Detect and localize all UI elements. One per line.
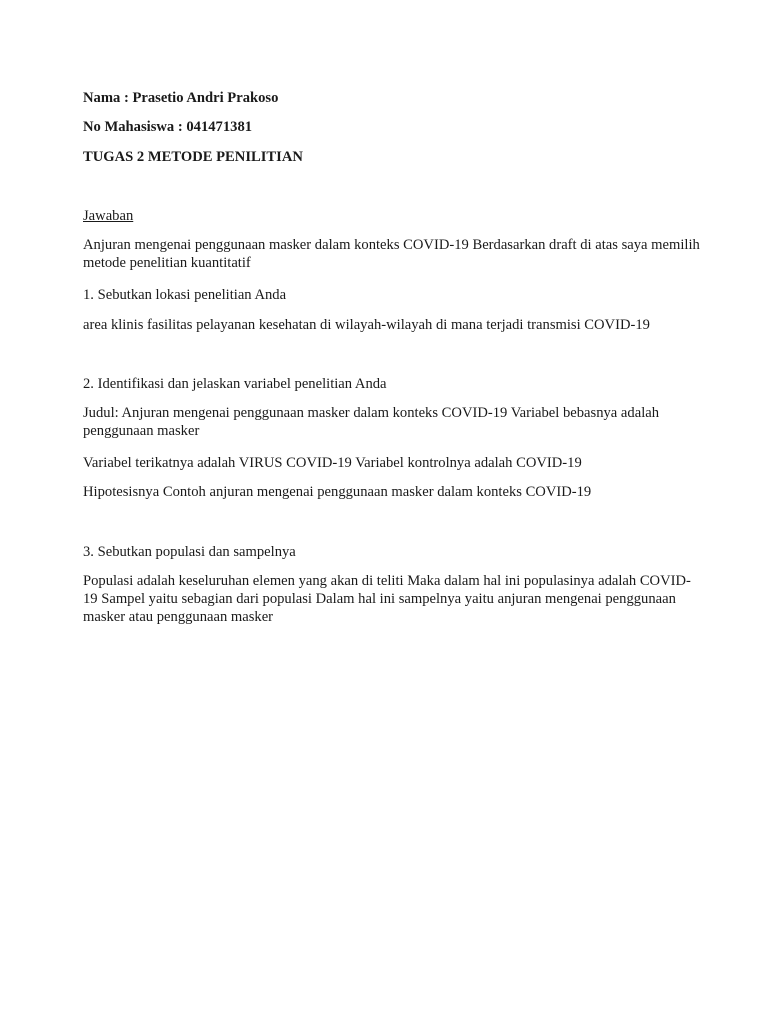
answer-3: Populasi adalah keseluruhan elemen yang akan di teliti Maka dalam hal ini populasinya adalah COVID-19 Sampel yaitu sebagian dari populasi Dalam hal ini sampelnya yaitu anjuran mengenai penggunaan masker atau penggunaan masker bbox=[83, 573, 691, 625]
intro-paragraph: Anjuran mengenai penggunaan masker dalam konteks COVID-19 Berdasarkan draft di atas saya memilih metode penelitian kuantitatif bbox=[83, 237, 700, 271]
answer-heading: Jawaban bbox=[83, 208, 134, 224]
answer-2-terikat: Variabel terikatnya adalah VIRUS COVID-19 Variabel kontrolnya adalah COVID-19 bbox=[83, 455, 582, 471]
question-3: 3. Sebutkan populasi dan sampelnya bbox=[83, 544, 296, 560]
answer-2-judul: Judul: Anjuran mengenai penggunaan masker dalam konteks COVID-19 Variabel bebasnya adalah penggunaan masker bbox=[83, 405, 660, 439]
question-2: 2. Identifikasi dan jelaskan variabel penelitian Anda bbox=[83, 376, 387, 392]
assignment-title: TUGAS 2 METODE PENILITIAN bbox=[83, 149, 303, 165]
student-name: Nama : Prasetio Andri Prakoso bbox=[83, 90, 279, 106]
student-number: No Mahasiswa : 041471381 bbox=[83, 119, 253, 135]
question-1: 1. Sebutkan lokasi penelitian Anda bbox=[83, 287, 287, 303]
answer-1: area klinis fasilitas pelayanan kesehatan di wilayah-wilayah di mana terjadi transmisi COVID-19 bbox=[83, 317, 650, 333]
answer-2-hipotesis: Hipotesisnya Contoh anjuran mengenai penggunaan masker dalam konteks COVID-19 bbox=[83, 484, 592, 500]
